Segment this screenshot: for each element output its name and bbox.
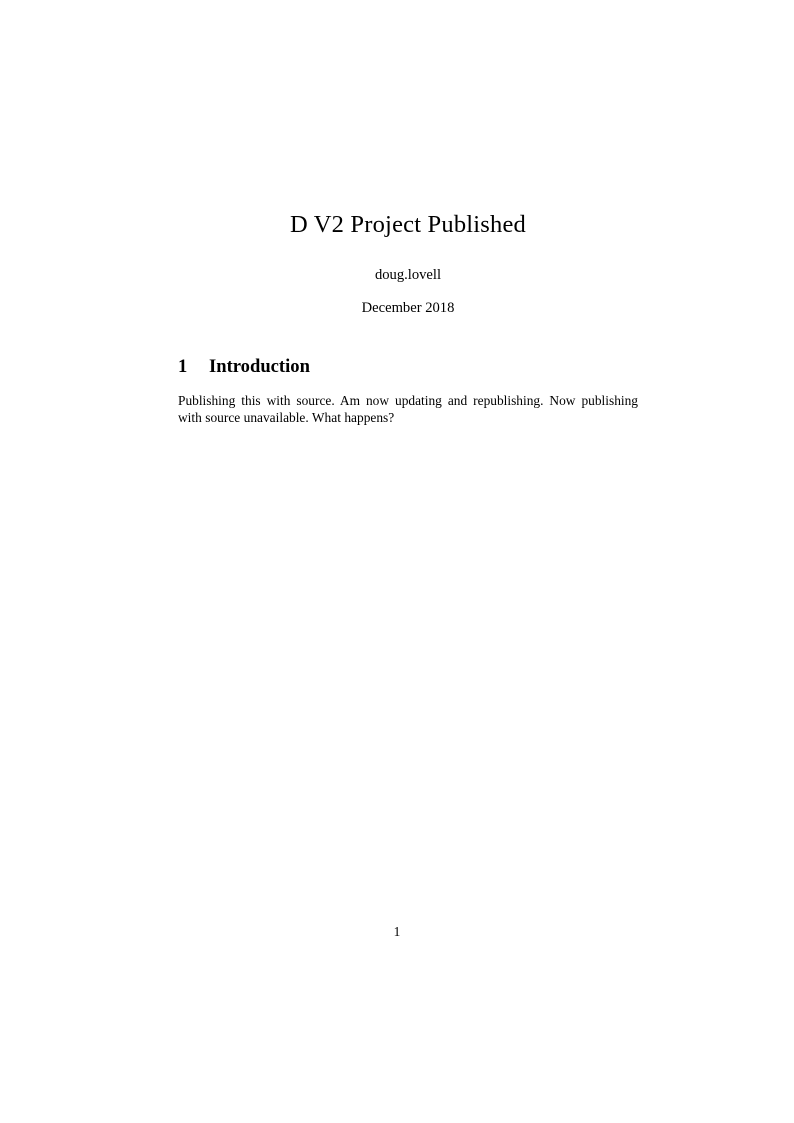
document-body [178, 0, 638, 426]
section-heading-introduction [178, 316, 638, 377]
section-paragraph: Publishing this with source. Am now updating and republishing. Now publishing with source unavailable. What happens? [178, 393, 638, 425]
section-number: 1 [178, 356, 188, 378]
section-title: Introduction [209, 356, 310, 378]
page-title: D V2 Project Published [289, 211, 526, 238]
document-date: December 2018 [361, 299, 455, 316]
page-number: 1 [393, 924, 401, 939]
document-author: doug.lovell [374, 266, 442, 283]
